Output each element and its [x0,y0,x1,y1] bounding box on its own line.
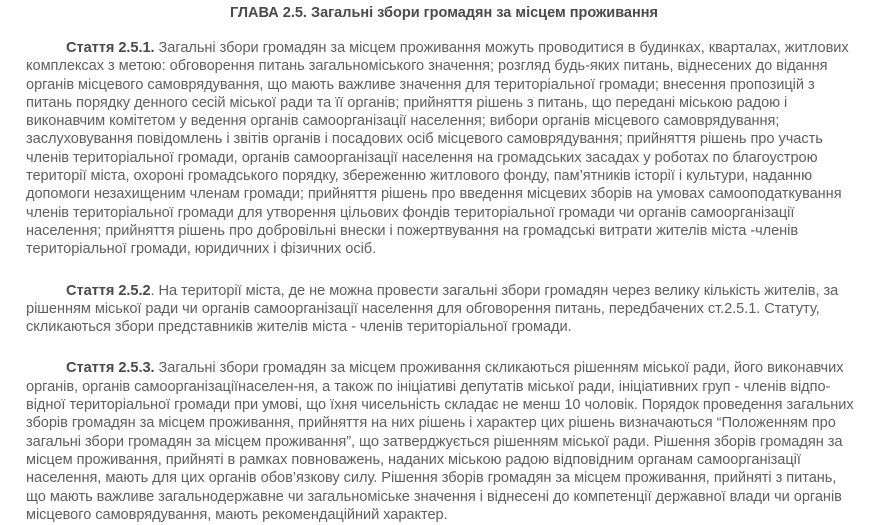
article-2-5-1 [26,39,854,259]
article-text: Загальні збори громадян за місцем проживання скликаються рішенням міської ради, його виконавчих органів, органів самоорганізаціїнаселен-ня, а також по ініціативі депутатів міської ради, ініціативних груп - членів відпо-відної територіальної громади при умові, що їхня чисельність складає не менш 10 чоловік. Порядок проведення загальних зборів громадян за місцем проживання, прийняття на них рішень і характер цих рішень визначаються “Положенням про загальні збори громадян за місцем проживання”, що затверджується рішенням міської ради. Рішення зборів громадян за місцем проживання, прийняті в рамках повноважень, наданих міською радою відповідним органам самоорганізації населення, мають для цих органів обов’язкову силу. Рішення зборів громадян за місцем проживання, прийняті з питань, що мають важливе загальнодержавне чи загальноміське значення і віднесені до компетенції державної влади чи органів місцевого самоврядування, мають рекомендаційний характер. [26,360,854,523]
chapter-title: ГЛАВА 2.5. Загальні збори громадян за місцем проживання [230,5,658,21]
article-text: Загальні збори громадян за місцем проживання можуть проводитися в будинках, кварталах, житлових комплексах з метою: обговорення питань загальноміського значення; розгляд будь-яких питань, віднесених до відання органів місцевого самоврядування, що мають важливе значення для територіальної громади; внесення пропозицій з питань порядку денного сесій міської ради та її органів; прийняття рішень з питань, що передані міською радою і виконавчим комітетом у ведення органів самоорганізації населення; вибори органів місцевого самоврядування; заслуховування повідомлень і звітів органів і посадових осіб місцевого самоврядування; прийняття рішень про участь членів територіальної громади, органів самоорганізації населення на громадських засадах у роботах по благоустрою території міста, охороні громадського порядку, збереженню житлового фонду, пам’ятників історії і культури, наданню допомоги незахищеним членам громади; прийняття рішень про введення місцевих зборів на умовах самооподаткування членів територіальної громади для утворення цільових фондів територіальної громади чи органів самоорганізації населення; прийняття рішень про добровільні внески і пожертвування на громадські витрати жителів міста -членів територіальної громади, юридичних і фізичних осіб. [26,40,849,258]
article-text: . На території міста, де не можна провести загальні збори громадян через велику кількість жителів, за рішенням міської ради чи органів самоорганізації населення для обговорення питань, передбачених ст.2.5.1. Статуту, скликаються збори представників жителів міста - членів територіальної громади. [26,282,839,336]
article-2-5-3 [26,359,854,524]
article-label: Стаття 2.5.2 [66,282,151,299]
article-label: Стаття 2.5.3. [66,360,155,377]
article-label: Стаття 2.5.1. [66,40,155,56]
article-2-5-2 [26,282,854,337]
